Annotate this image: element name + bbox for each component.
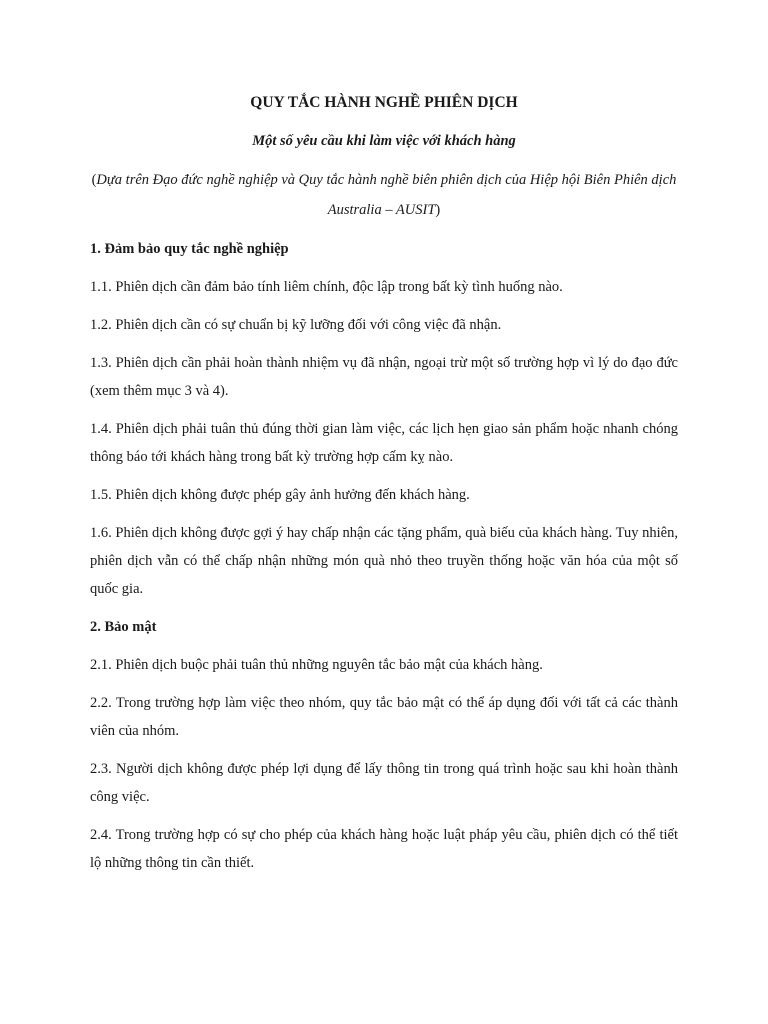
document-title: QUY TẮC HÀNH NGHỀ PHIÊN DỊCH (250, 94, 518, 111)
list-item: 1.6. Phiên dịch không được gợi ý hay chấp nhận các tặng phẩm, quà biếu của khách hàng. Tuy nhiên, phiên dịch vẫn có thể chấp nhận những món quà nhỏ theo truyền thống hoặc văn hóa của một số quốc gia. (90, 525, 678, 597)
section-heading: 1. Đảm bảo quy tắc nghề nghiệp (90, 241, 289, 257)
basis-text: Dựa trên Đạo đức nghề nghiệp và Quy tắc hành nghề biên phiên dịch của Hiệp hội Biên Phiên dịch Australia – AUSIT (96, 172, 677, 218)
list-item: 2.2. Trong trường hợp làm việc theo nhóm, quy tắc bảo mật có thể áp dụng đối với tất cả các thành viên của nhóm. (90, 695, 678, 739)
basis-open-paren: ( (91, 172, 97, 188)
section-professional-rules (90, 235, 678, 603)
list-item: 2.3. Người dịch không được phép lợi dụng để lấy thông tin trong quá trình hoặc sau khi hoàn thành công việc. (90, 761, 678, 805)
list-item: 2.1. Phiên dịch buộc phải tuân thủ những nguyên tắc bảo mật của khách hàng. (90, 657, 543, 673)
list-item: 1.4. Phiên dịch phải tuân thủ đúng thời gian làm việc, các lịch hẹn giao sản phẩm hoặc nhanh chóng thông báo tới khách hàng trong bất kỳ trường hợp cấm kỵ nào. (90, 421, 678, 465)
section-confidentiality (90, 613, 678, 877)
section-heading: 2. Bảo mật (90, 619, 157, 635)
list-item: 1.3. Phiên dịch cần phải hoàn thành nhiệm vụ đã nhận, ngoại trừ một số trường hợp vì lý do đạo đức (xem thêm mục 3 và 4). (90, 355, 678, 399)
document-basis-note (90, 165, 678, 225)
list-item: 1.2. Phiên dịch cần có sự chuẩn bị kỹ lưỡng đối với công việc đã nhận. (90, 317, 502, 333)
list-item: 1.1. Phiên dịch cần đảm bảo tính liêm chính, độc lập trong bất kỳ tình huống nào. (90, 279, 563, 295)
list-item: 2.4. Trong trường hợp có sự cho phép của khách hàng hoặc luật pháp yêu cầu, phiên dịch có thể tiết lộ những thông tin cần thiết. (90, 827, 678, 871)
document-subtitle: Một số yêu cầu khi làm việc với khách hàng (252, 133, 516, 149)
list-item: 1.5. Phiên dịch không được phép gây ảnh hưởng đến khách hàng. (90, 487, 470, 503)
basis-close-paren: ) (435, 202, 441, 218)
